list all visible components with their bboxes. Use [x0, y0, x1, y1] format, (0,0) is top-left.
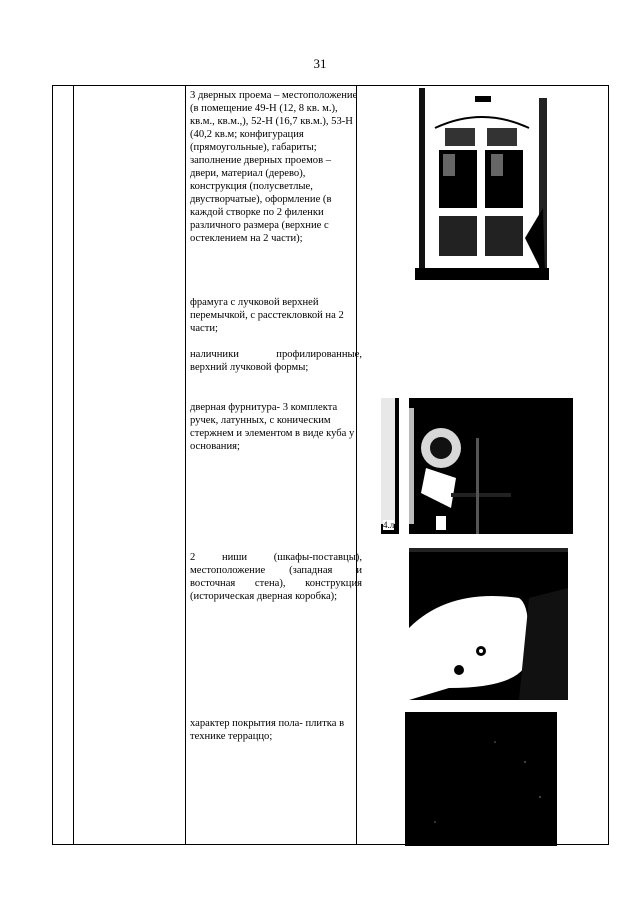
inventory-table	[52, 85, 609, 845]
door-photo	[415, 88, 549, 280]
door-handle-photo	[381, 398, 573, 534]
column-divider	[185, 86, 186, 844]
description-text: 3 дверных проема – местоположение (в помещение 49-Н (12, 8 кв. м.), кв.м., кв.м.,), 52-Н (16,7 кв.м.), 53-Н (40,2 кв.м; конфигурация (прямоугольные), габариты; заполнение дверных проемов – двери, материал (дерево), конструкция (полусветлые, двустворчатые), оформление (в каждой створке по 2 филенки различного размера (верхние с остеклением на 2 части);	[190, 90, 358, 244]
page-number: 31	[313, 56, 327, 71]
description-text: 2 ниши (шкафы-поставцы), местоположение (западная и восточная стена), конструкция (историческая дверная коробка);	[190, 552, 362, 602]
column-divider	[73, 86, 74, 844]
description-text: фрамуга с лучковой верхней перемычкой, с расстекловкой на 2 части;	[190, 297, 344, 334]
floor-photo	[405, 712, 557, 846]
photo-caption: 4.л	[383, 520, 395, 530]
description-text: характер покрытия пола- плитка в технике терраццо;	[190, 718, 345, 742]
niche-photo	[409, 548, 568, 700]
description-text: наличники профилированные, верхний лучковой формы;	[190, 349, 362, 373]
description-text: дверная фурнитура- 3 комплекта ручек, латунных, с коническим стержнем и элементом в виде куба у основания;	[190, 402, 355, 452]
